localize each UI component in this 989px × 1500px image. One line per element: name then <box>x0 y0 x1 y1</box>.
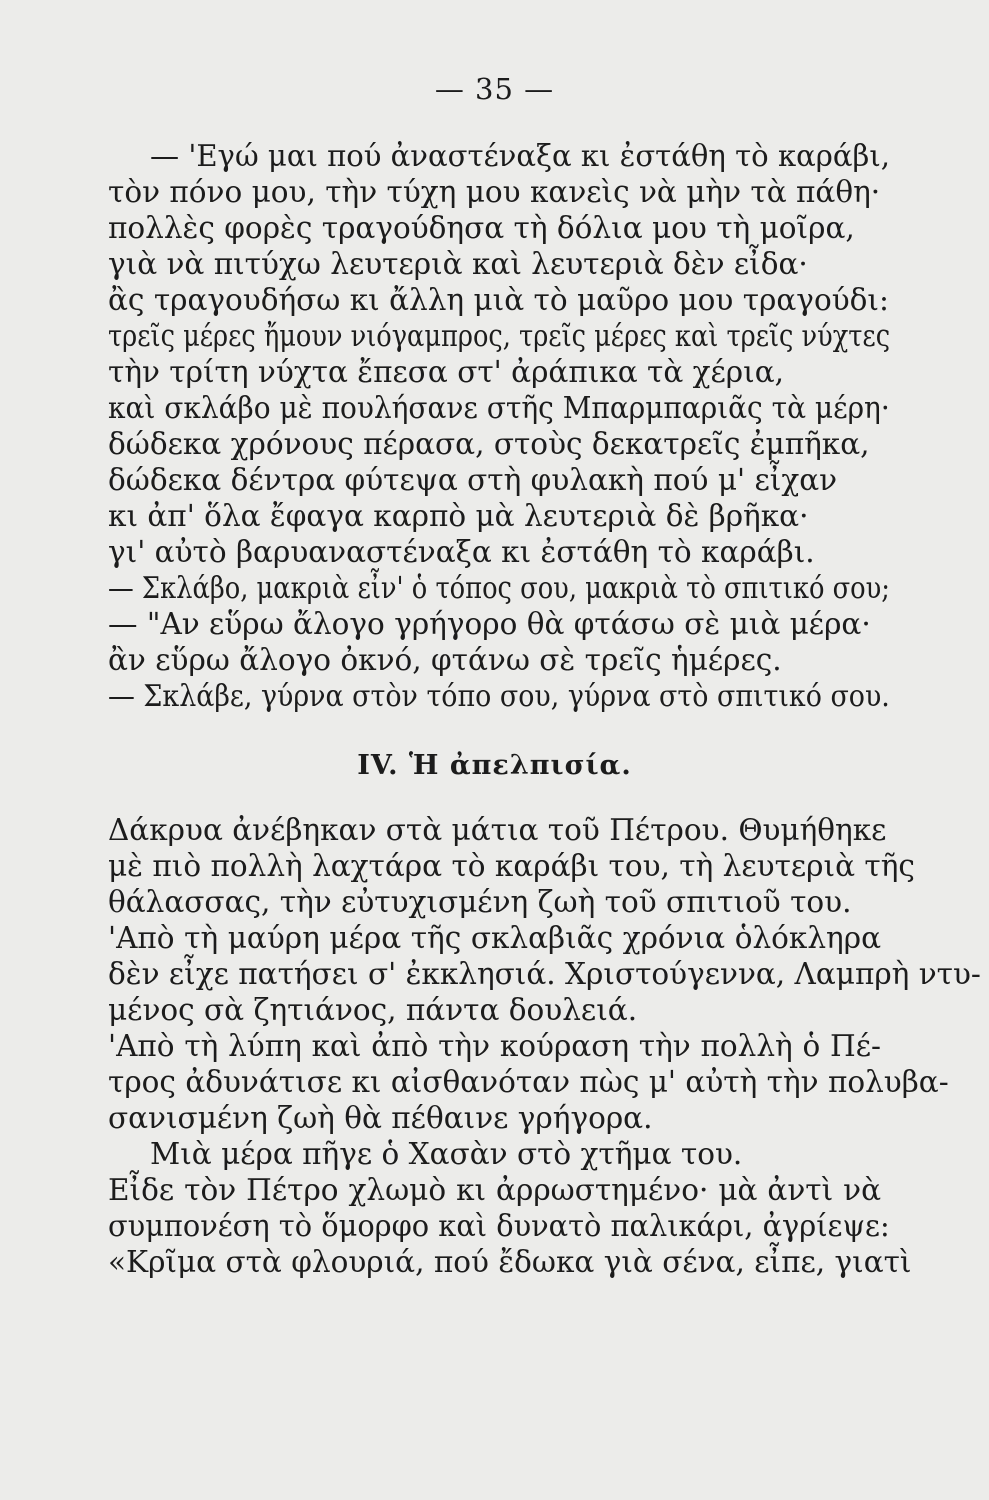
prose-line: Δάκρυα ἀνέβηκαν στὰ μάτια τοῦ Πέτρου. Θυμήθηκε <box>108 813 887 847</box>
poem-line: ἂς τραγουδήσω κι ἄλλη μιὰ τὸ μαῦρο μου τραγούδι: <box>108 283 889 317</box>
poem-line: τὸν πόνο μου, τὴν τύχη μου κανεὶς νὰ μὴν τὰ πάθη· <box>108 175 881 209</box>
poem-line: — 'Εγώ μαι πού ἀναστέναξα κι ἐστάθη τὸ καράβι, <box>150 139 890 173</box>
prose-line: Εἶδε τὸν Πέτρο χλωμὸ κι ἀρρωστημένο· μὰ ἀντὶ νὰ <box>108 1173 881 1207</box>
poem-line: τρεῖς μέρες ἤμουν νιόγαμπρος, τρεῖς μέρες καὶ τρεῖς νύχτες <box>108 319 891 353</box>
poem-line: ἂν εὕρω ἄλογο ὀκνό, φτάνω σὲ τρεῖς ἡμέρες. <box>108 643 782 677</box>
prose-line: τρος ἀδυνάτισε κι αἰσθανόταν πὼς μ' αὐτὴ τὴν πολυβα- <box>108 1065 949 1099</box>
poem-line: γιὰ νὰ πιτύχω λευτεριὰ καὶ λευτεριὰ δὲν εἶδα· <box>108 247 808 281</box>
poem-line: δώδεκα χρόνους πέρασα, στοὺς δεκατρεῖς ἐμπῆκα, <box>108 427 870 461</box>
prose-line: μένος σὰ ζητιάνος, πάντα δουλειά. <box>108 993 638 1027</box>
poem-line: πολλὲς φορὲς τραγούδησα τὴ δόλια μου τὴ μοῖρα, <box>108 211 855 245</box>
section-heading: IV. Ἡ ἀπελπισία. <box>357 750 632 781</box>
poem-line: γι' αὐτὸ βαρυαναστέναξα κι ἐστάθη τὸ καράβι. <box>108 535 815 569</box>
poem-line: — Σκλάβο, μακριὰ εἶν' ὁ τόπος σου, μακριὰ τὸ σπιτικό σου; <box>108 571 890 605</box>
poem-line: τὴν τρίτη νύχτα ἔπεσα στ' ἀράπικα τὰ χέρια, <box>108 355 785 389</box>
poem-line: — Σκλάβε, γύρνα στὸν τόπο σου, γύρνα στὸ σπιτικό σου. <box>108 679 890 713</box>
poem-line: — "Αν εὕρω ἄλογο γρήγορο θὰ φτάσω σὲ μιὰ μέρα· <box>108 607 871 641</box>
prose-line: δὲν εἶχε πατήσει σ' ἐκκλησιά. Χριστούγεννα, Λαμπρὴ ντυ- <box>108 957 981 991</box>
page-number: — 35 — <box>434 72 555 106</box>
prose-line: θάλασσας, τὴν εὐτυχισμένη ζωὴ τοῦ σπιτιοῦ του. <box>108 885 852 919</box>
prose-line: Μιὰ μέρα πῆγε ὁ Χασὰν στὸ χτῆμα του. <box>150 1137 743 1171</box>
prose-line: 'Απὸ τὴ μαύρη μέρα τῆς σκλαβιᾶς χρόνια ὁλόκληρα <box>108 921 881 955</box>
prose-line: σανισμένη ζωὴ θὰ πέθαινε γρήγορα. <box>108 1101 653 1135</box>
prose-line: «Κρῖμα στὰ φλουριά, πού ἔδωκα γιὰ σένα, εἶπε, γιατὶ <box>108 1245 912 1279</box>
prose-line: συμπονέση τὸ ὅμορφο καὶ δυνατὸ παλικάρι, ἀγρίεψε: <box>108 1209 890 1243</box>
prose-line: μὲ πιὸ πολλὴ λαχτάρα τὸ καράβι του, τὴ λευτεριὰ τῆς <box>108 849 915 883</box>
prose-line: 'Απὸ τὴ λύπη καὶ ἀπὸ τὴν κούραση τὴν πολλὴ ὁ Πέ- <box>108 1029 881 1063</box>
poem-line: κι ἀπ' ὅλα ἔφαγα καρπὸ μὰ λευτεριὰ δὲ βρῆκα· <box>108 499 809 533</box>
poem-line: δώδεκα δέντρα φύτεψα στὴ φυλακὴ πού μ' εἶχαν <box>108 463 838 497</box>
poem-line: καὶ σκλάβο μὲ πουλήσανε στῆς Μπαρμπαριᾶς τὰ μέρη· <box>108 391 890 425</box>
